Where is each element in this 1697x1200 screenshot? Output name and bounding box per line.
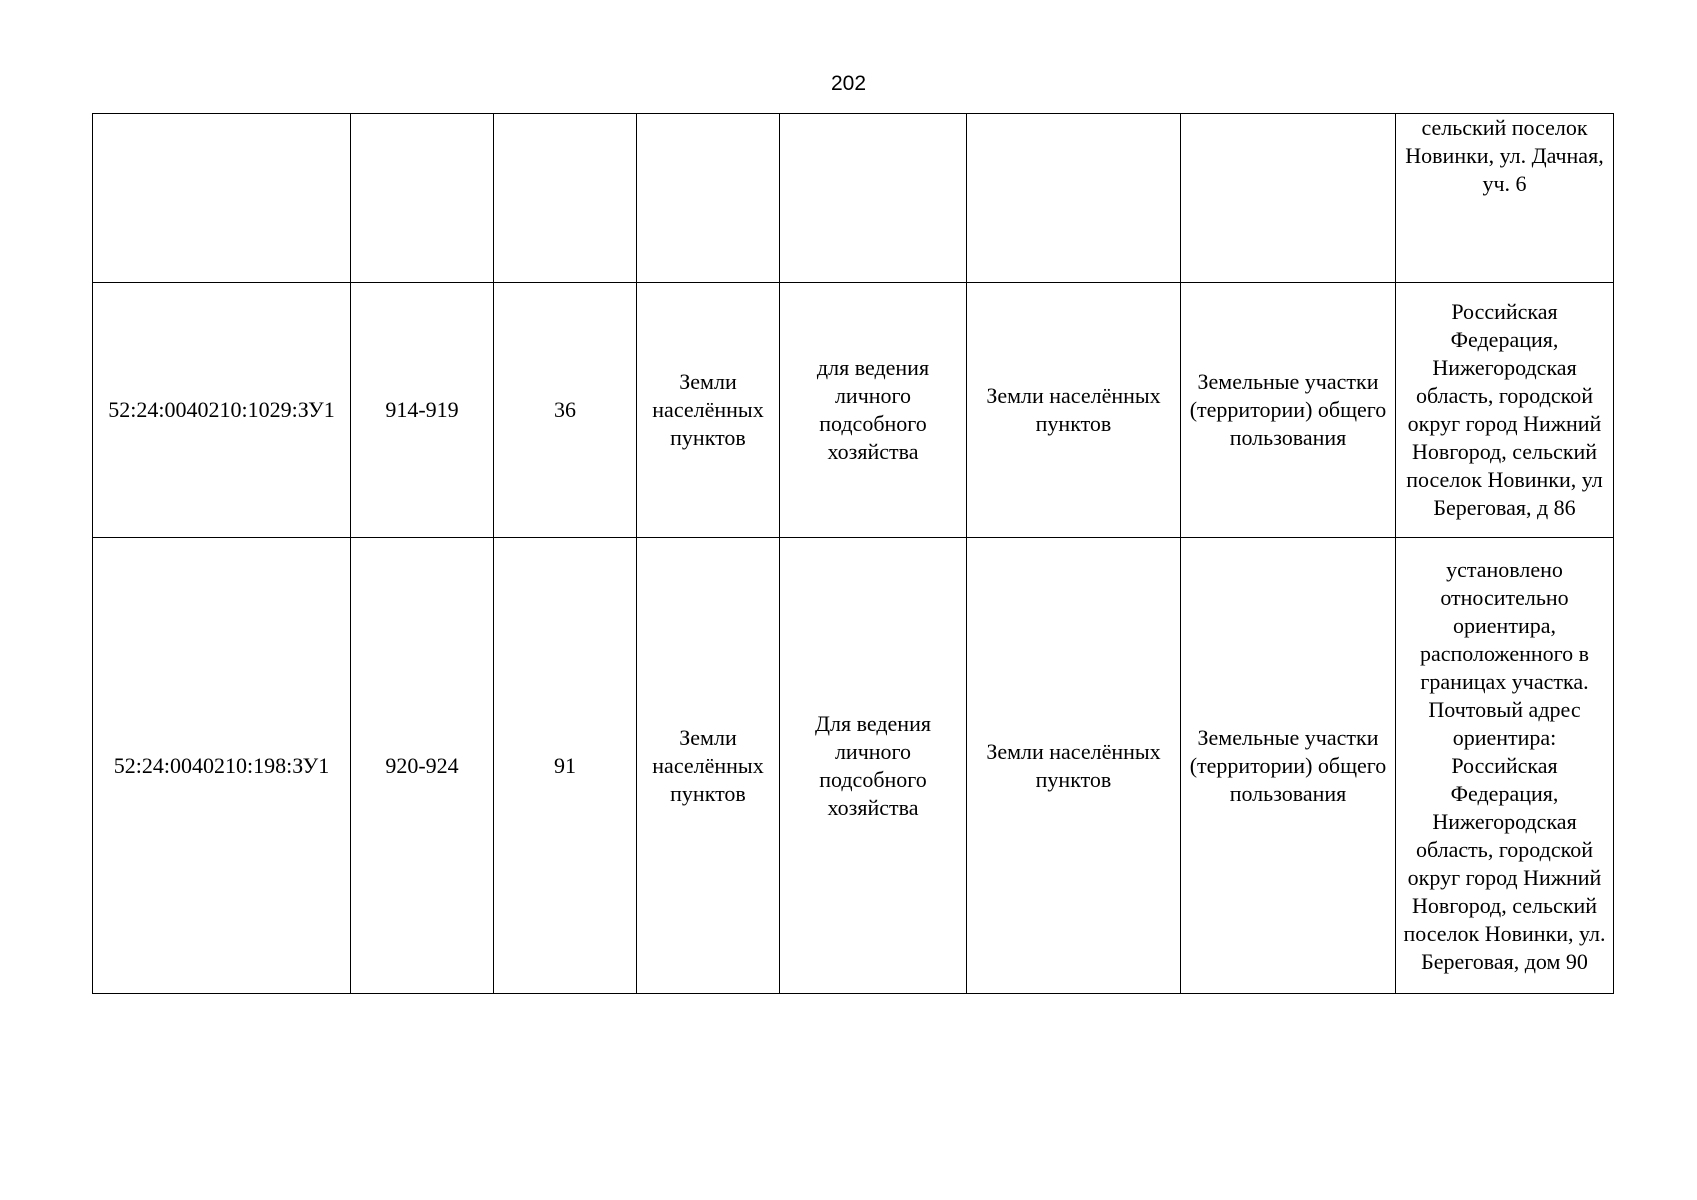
cadastral-number-cell: 52:24:0040210:1029:ЗУ1 — [93, 283, 351, 538]
points-range-cell: 914-919 — [351, 283, 494, 538]
land-parcels-table — [92, 113, 1614, 994]
new-permitted-use-cell: Земельные участки (территории) общего пользования — [1181, 283, 1396, 538]
new-land-category-cell — [967, 114, 1181, 283]
land-category-cell — [637, 114, 780, 283]
area-cell — [494, 114, 637, 283]
cadastral-number-cell — [93, 114, 351, 283]
points-range-cell — [351, 114, 494, 283]
area-cell: 91 — [494, 538, 637, 994]
page-number: 202 — [830, 72, 867, 95]
new-land-category-cell: Земли населённых пунктов — [967, 283, 1181, 538]
new-land-category-cell: Земли населённых пунктов — [967, 538, 1181, 994]
address-cell: установлено относительно ориентира, расположенного в границах участка. Почтовый адрес ориентира: Российская Федерация, Нижегородская область, городской округ город Нижний Новгород, сельский поселок Новинки, ул. Береговая, дом 90 — [1396, 538, 1614, 994]
land-category-cell: Земли населённых пунктов — [637, 283, 780, 538]
table-row — [93, 114, 1614, 283]
cadastral-number-cell: 52:24:0040210:198:ЗУ1 — [93, 538, 351, 994]
new-permitted-use-cell: Земельные участки (территории) общего пользования — [1181, 538, 1396, 994]
permitted-use-cell: для ведения личного подсобного хозяйства — [780, 283, 967, 538]
area-cell: 36 — [494, 283, 637, 538]
table-row — [93, 538, 1614, 994]
table-row — [93, 283, 1614, 538]
new-permitted-use-cell — [1181, 114, 1396, 283]
permitted-use-cell — [780, 114, 967, 283]
address-cell: сельский поселок Новинки, ул. Дачная, уч. 6 — [1396, 114, 1614, 283]
points-range-cell: 920-924 — [351, 538, 494, 994]
permitted-use-cell: Для ведения личного подсобного хозяйства — [780, 538, 967, 994]
address-cell: Российская Федерация, Нижегородская область, городской округ город Нижний Новгород, сельский поселок Новинки, ул Береговая, д 86 — [1396, 283, 1614, 538]
land-category-cell: Земли населённых пунктов — [637, 538, 780, 994]
